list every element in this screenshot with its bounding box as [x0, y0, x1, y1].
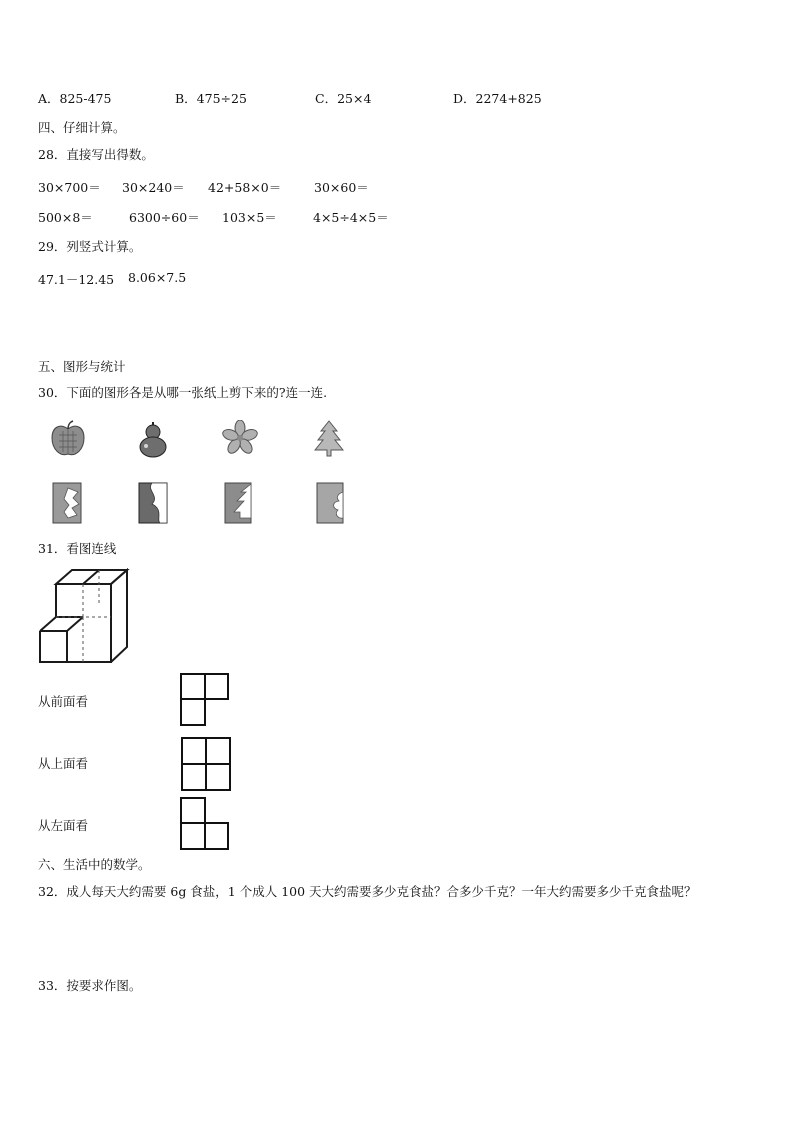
- top-view-grid: [180, 736, 232, 792]
- view-label-front: 从前面看: [38, 694, 89, 709]
- paper-sheet-3-image: [224, 482, 252, 524]
- question-32-text: 32．成人每天大约需要 6g 食盐，1 个成人 100 天大约需要多少克食盐？合多少千克？一年大约需要多少千克食盐呢？: [38, 884, 697, 899]
- calc-item: 500×8＝: [38, 210, 93, 225]
- view-label-left: 从左面看: [38, 818, 89, 833]
- calc-item: 4×5÷4×5＝: [313, 210, 389, 225]
- view-label-top: 从上面看: [38, 756, 89, 771]
- calc-item: 42+58×0＝: [208, 180, 282, 195]
- option-a: A．825-475: [38, 91, 112, 106]
- calc-item: 30×240＝: [122, 180, 185, 195]
- option-b: B．475÷25: [175, 91, 247, 106]
- paper-sheet-1-image: [52, 482, 82, 524]
- calc-item: 6300÷60＝: [129, 210, 200, 225]
- option-d: D．2274+825: [453, 91, 542, 106]
- gourd-cutout-image: [137, 420, 169, 458]
- calc-item: 30×60＝: [314, 180, 369, 195]
- paper-sheet-4-image: [316, 482, 344, 524]
- section-5-heading: 五、图形与统计: [38, 359, 126, 374]
- tree-cutout-image: [314, 420, 344, 458]
- calc-item: 30×700＝: [38, 180, 101, 195]
- front-view-grid: [180, 673, 230, 727]
- cube-solid-diagram: [38, 568, 130, 664]
- question-29-title: 29．列竖式计算。: [38, 239, 142, 254]
- question-33-text: 33．按要求作图。: [38, 978, 142, 993]
- left-view-grid: [180, 797, 230, 851]
- flower-cutout-image: [222, 420, 258, 456]
- option-c: C．25×4: [315, 91, 372, 106]
- apple-cutout-image: [50, 420, 86, 458]
- question-31-title: 31．看图连线: [38, 541, 117, 556]
- section-4-heading: 四、仔细计算。: [38, 120, 126, 135]
- question-28-title: 28．直接写出得数。: [38, 147, 154, 162]
- calc-item: 103×5＝: [222, 210, 277, 225]
- vertical-calc-item: 47.1－12.45: [38, 272, 115, 287]
- paper-sheet-2-image: [138, 482, 168, 524]
- section-6-heading: 六、生活中的数学。: [38, 857, 151, 872]
- question-30-title: 30．下面的图形各是从哪一张纸上剪下来的?连一连.: [38, 385, 328, 400]
- vertical-calc-item: 8.06×7.5: [128, 270, 187, 285]
